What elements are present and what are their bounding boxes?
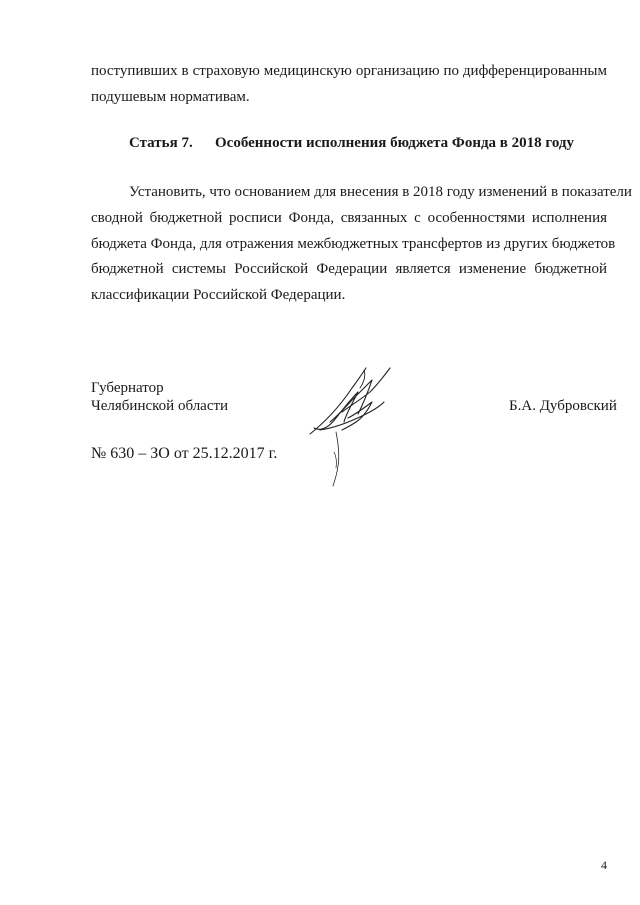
signer-position-line-1: Губернатор <box>91 380 164 396</box>
article-heading <box>129 134 609 152</box>
article-number: Статья 7. <box>129 135 193 151</box>
article-title: Особенности исполнения бюджета Фонда в 2018 году <box>215 135 574 151</box>
body-paragraph-line-4: бюджетной системы Российской Федерации является изменение бюджетной <box>91 261 607 277</box>
signer-name: Б.А. Дубровский <box>509 398 617 414</box>
body-paragraph-line-2: сводной бюджетной росписи Фонда, связанных с особенностями исполнения <box>91 210 607 226</box>
body-paragraph-line-3: бюджета Фонда, для отражения межбюджетных трансфертов из других бюджетов <box>91 236 616 252</box>
body-paragraph-line-1: Установить, что основанием для внесения в 2018 году изменений в показатели <box>129 184 632 200</box>
top-paragraph-line-1: поступивших в страховую медицинскую организацию по дифференцированным <box>91 63 607 79</box>
top-paragraph-line-2: подушевым нормативам. <box>91 89 250 105</box>
signer-position-line-2: Челябинской области <box>91 398 229 414</box>
law-reference: № 630 – ЗО от 25.12.2017 г. <box>91 445 278 462</box>
page-number: 4 <box>601 858 607 872</box>
body-paragraph-line-5: классификации Российской Федерации. <box>91 287 346 303</box>
handwritten-signature <box>300 362 400 492</box>
